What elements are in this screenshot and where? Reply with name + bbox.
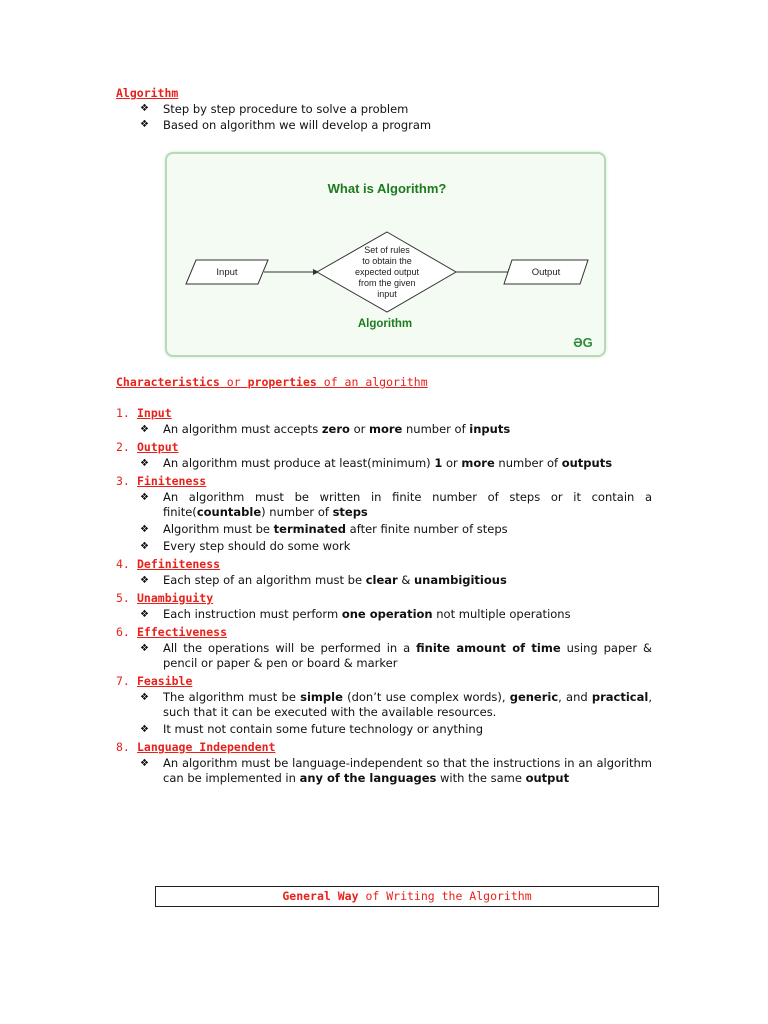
section-title-algorithm: Algorithm bbox=[116, 86, 179, 100]
list-item: ❖ An algorithm must accepts zero or more number of inputs bbox=[140, 422, 652, 437]
property-name: Definiteness bbox=[137, 557, 221, 571]
property-bullets bbox=[116, 756, 652, 786]
heading-word: Characteristics bbox=[116, 375, 220, 389]
list-item: ❖ An algorithm must be language-independent so that the instructions in an algorithm can be implemented in any of the languages with the same output bbox=[140, 756, 652, 786]
property-bullets bbox=[116, 456, 652, 471]
diamond-line: expected output bbox=[354, 267, 420, 277]
diamond-line: Set of rules bbox=[364, 245, 410, 255]
diamond-line: to obtain the bbox=[362, 256, 412, 266]
heading-bold-part: General Way bbox=[282, 889, 359, 903]
property-bullets bbox=[116, 690, 652, 737]
property-name: Effectiveness bbox=[137, 625, 228, 639]
property-number: 2. bbox=[116, 440, 130, 454]
property-bullets bbox=[116, 641, 652, 671]
property-title bbox=[116, 439, 652, 455]
heading-word: of an algorithm bbox=[323, 375, 428, 389]
property-number: 5. bbox=[116, 591, 130, 605]
heading-word: or bbox=[226, 375, 241, 389]
list-item: ❖ The algorithm must be simple (don’t use complex words), generic, and practical, such that it can be executed with the available resources. bbox=[140, 690, 652, 720]
list-item: ❖ Each instruction must perform one operation not multiple operations bbox=[140, 607, 652, 622]
list-item: ❖ Algorithm must be terminated after finite number of steps bbox=[140, 522, 652, 537]
diagram-title: What is Algorithm? bbox=[327, 181, 447, 196]
list-item: ❖ It must not contain some future technology or anything bbox=[140, 722, 652, 737]
property-bullets bbox=[116, 573, 652, 588]
list-item: ❖ Based on algorithm we will develop a program bbox=[140, 117, 431, 133]
property-number: 6. bbox=[116, 625, 130, 639]
list-item: ❖ An algorithm must produce at least(minimum) 1 or more number of outputs bbox=[140, 456, 652, 471]
property-title bbox=[116, 739, 652, 755]
list-item: ❖ All the operations will be performed in a finite amount of time using paper & pencil or paper & pen or board & marker bbox=[140, 641, 652, 671]
property-number: 3. bbox=[116, 474, 130, 488]
property-bullets bbox=[116, 422, 652, 437]
diagram-caption: Algorithm bbox=[357, 318, 413, 330]
heading-rest: of Writing the Algorithm bbox=[358, 889, 532, 903]
diamond-line: from the given bbox=[358, 278, 416, 288]
input-label: Input bbox=[216, 267, 238, 278]
property-title bbox=[116, 556, 652, 572]
characteristics-heading bbox=[116, 375, 428, 389]
property-title bbox=[116, 673, 652, 689]
property-number: 7. bbox=[116, 674, 130, 688]
property-title bbox=[116, 473, 652, 489]
property-number: 8. bbox=[116, 740, 130, 754]
property-name: Language Independent bbox=[137, 740, 276, 754]
property-name: Unambiguity bbox=[137, 591, 214, 605]
output-label: Output bbox=[531, 267, 561, 278]
list-item: ❖ Step by step procedure to solve a problem bbox=[140, 101, 431, 117]
list-item: ❖ Every step should do some work bbox=[140, 539, 652, 554]
property-number: 1. bbox=[116, 406, 130, 420]
property-number: 4. bbox=[116, 557, 130, 571]
property-name: Feasible bbox=[137, 674, 193, 688]
algorithm-bullet-list bbox=[140, 101, 431, 133]
diamond-line: input bbox=[377, 289, 397, 299]
properties-list bbox=[116, 405, 652, 788]
property-title bbox=[116, 590, 652, 606]
algorithm-diagram bbox=[165, 152, 606, 357]
list-item: ❖ An algorithm must be written in finite number of steps or it contain a finite(countable) number of steps bbox=[140, 490, 652, 520]
gfg-logo: ƏG bbox=[573, 335, 593, 350]
property-name: Input bbox=[137, 406, 172, 420]
property-title bbox=[116, 405, 652, 421]
property-bullets bbox=[116, 490, 652, 554]
property-name: Output bbox=[137, 440, 179, 454]
heading-word: properties bbox=[247, 375, 317, 389]
flowchart-svg bbox=[167, 154, 604, 355]
property-name: Finiteness bbox=[137, 474, 207, 488]
list-item: ❖ Each step of an algorithm must be clear & unambigitious bbox=[140, 573, 652, 588]
property-bullets bbox=[116, 607, 652, 622]
property-title bbox=[116, 624, 652, 640]
general-way-heading-box bbox=[155, 886, 659, 907]
